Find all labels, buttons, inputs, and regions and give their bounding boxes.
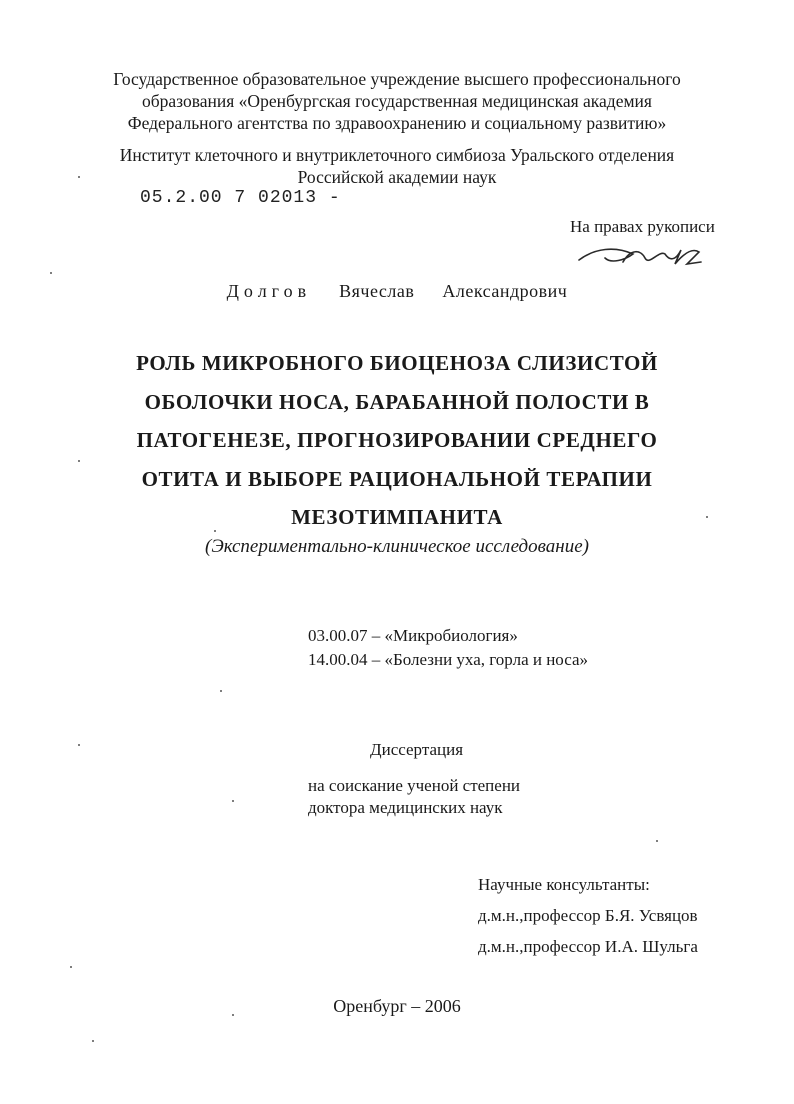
- registration-stamp: 05.2.00 7 02013 -: [140, 188, 341, 208]
- degree-line: доктора медицинских наук: [308, 798, 503, 817]
- institute-line: Российской академии наук: [297, 167, 497, 187]
- rights-label: На правах рукописи: [570, 217, 715, 236]
- subtitle: (Экспериментально-клиническое исследование): [205, 536, 589, 557]
- author-name: [0, 281, 794, 302]
- author-signature: [575, 240, 705, 272]
- dissertation-title: [0, 344, 794, 537]
- author-surname: Долгов: [226, 281, 312, 301]
- specialty-line: 03.00.07 – «Микробиология»: [308, 626, 518, 645]
- org-line: образования «Оренбургская государственная медицинская академия: [142, 91, 652, 111]
- consultant-line: д.м.н.,профессор И.А. Шульга: [478, 937, 698, 956]
- scan-speck: [656, 840, 658, 842]
- specialty-line: 14.00.04 – «Болезни уха, горла и носа»: [308, 650, 589, 669]
- scan-speck: [220, 690, 222, 692]
- specialties: [308, 624, 588, 672]
- scan-speck: [92, 1040, 94, 1042]
- organization-header: [0, 68, 794, 134]
- author-first-name: Вячеслав: [339, 281, 415, 301]
- title-line: ОБОЛОЧКИ НОСА, БАРАБАННОЙ ПОЛОСТИ В: [144, 389, 650, 414]
- scan-speck: [78, 460, 80, 462]
- scan-speck: [70, 966, 72, 968]
- scan-speck: [232, 800, 234, 802]
- author-patronymic: Александрович: [442, 281, 568, 301]
- consultants-heading: Научные консультанты:: [478, 875, 650, 894]
- title-line: ОТИТА И ВЫБОРЕ РАЦИОНАЛЬНОЙ ТЕРАПИИ: [141, 466, 653, 491]
- org-line: Федерального агентства по здравоохранению и социальному развитию»: [127, 113, 667, 133]
- scan-speck: [214, 530, 216, 532]
- org-line: Государственное образовательное учреждение высшего профессионального: [113, 69, 681, 89]
- scan-speck: [232, 1014, 234, 1016]
- degree-statement: [308, 775, 520, 819]
- title-line: ПАТОГЕНЕЗЕ, ПРОГНОЗИРОВАНИИ СРЕДНЕГО: [136, 428, 658, 452]
- consultants-block: [478, 869, 698, 962]
- institute-header: [0, 144, 794, 188]
- title-line: РОЛЬ МИКРОБНОГО БИОЦЕНОЗА СЛИЗИСТОЙ: [136, 351, 658, 375]
- consultant-line: д.м.н.,профессор Б.Я. Усвяцов: [478, 906, 698, 925]
- dissertation-label: Диссертация: [370, 740, 464, 759]
- institute-line: Институт клеточного и внутриклеточного симбиоза Уральского отделения: [119, 145, 675, 165]
- scan-speck: [78, 744, 80, 746]
- city-year: Оренбург – 2006: [333, 996, 461, 1016]
- title-line: МЕЗОТИМПАНИТА: [291, 505, 503, 529]
- scan-speck: [50, 272, 52, 274]
- scan-speck: [78, 176, 80, 178]
- scan-speck: [706, 516, 708, 518]
- degree-line: на соискание ученой степени: [308, 776, 521, 795]
